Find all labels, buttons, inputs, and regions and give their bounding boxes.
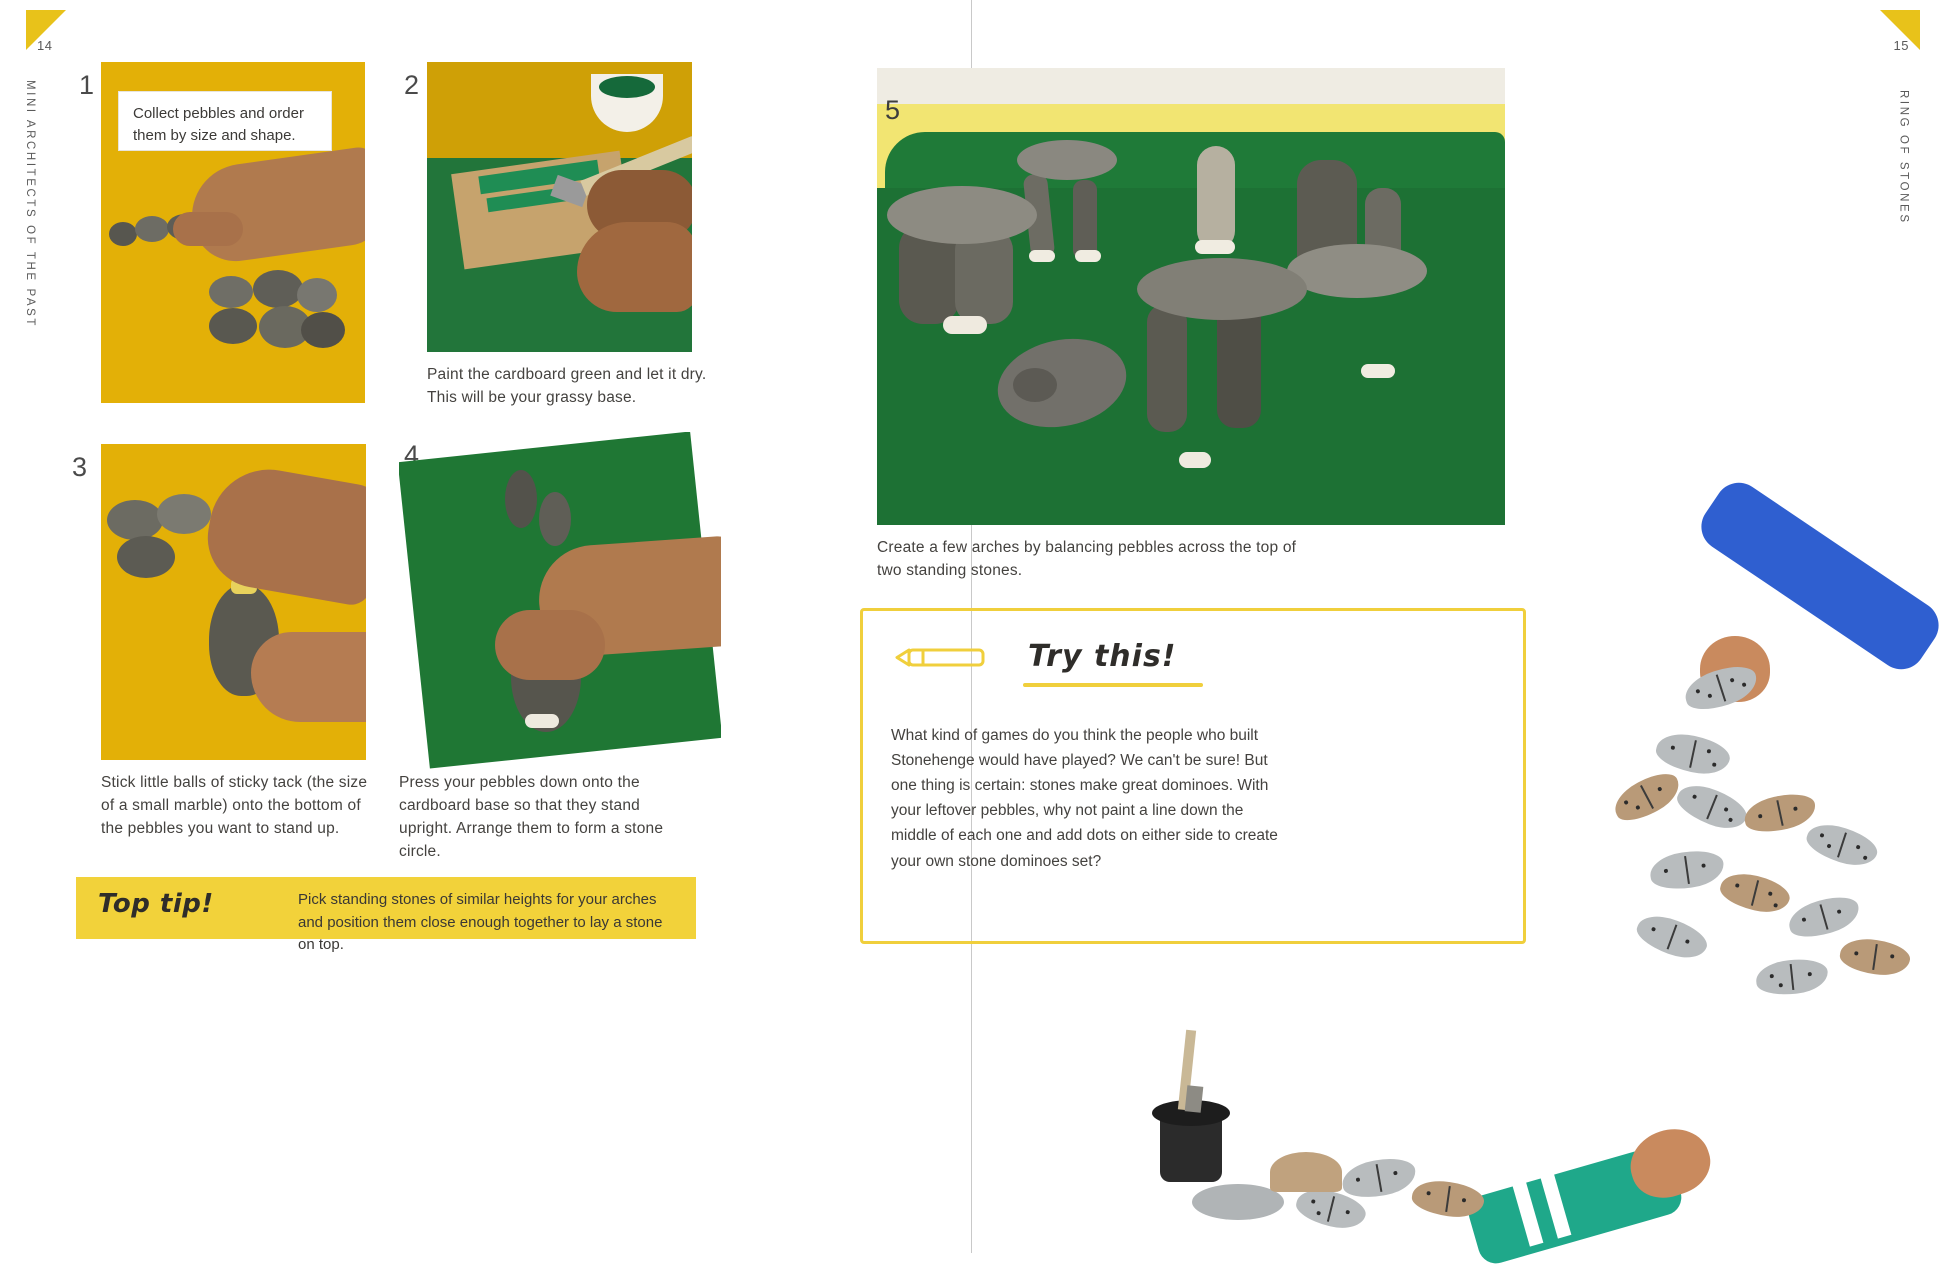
try-this-box (860, 608, 1526, 944)
try-this-underline (1023, 683, 1203, 687)
step-1-photo (101, 62, 365, 403)
top-tip-text: Pick standing stones of similar heights for your arches and position them close enough together to lay a stone on top. (298, 891, 663, 953)
step-3-photo (101, 444, 366, 760)
running-head-left: MINI ARCHITECTS OF THE PAST (24, 80, 36, 329)
try-this-body: What kind of games do you think the people who built Stonehenge would have played? We can't be sure! But one thing is certain: stones make great dominoes. With your leftover pebbles, why not paint a line down the middle of each one and add dots on either side to create your own stone dominoes set? (891, 727, 1278, 870)
step-3-caption: Stick little balls of sticky tack (the size of a small marble) onto the bottom of the pebbles you want to stand up. (101, 774, 368, 837)
step-5-caption: Create a few arches by balancing pebbles across the top of two standing stones. (877, 539, 1297, 579)
step-1-callout: Collect pebbles and order them by size and shape. (118, 91, 332, 151)
step-number-5: 5 (885, 95, 901, 125)
page-number-right: 15 (1893, 38, 1909, 53)
step-number-3: 3 (72, 452, 88, 482)
top-tip-label: Top tip! (98, 889, 214, 919)
top-tip-banner (76, 877, 696, 953)
step-5-photo (877, 68, 1505, 525)
step-2-photo (427, 62, 692, 352)
step-4-photo (399, 432, 721, 770)
step-number-4: 4 (404, 440, 420, 470)
step-4-caption: Press your pebbles down onto the cardboard base so that they stand upright. Arrange them to form a stone circle. (399, 774, 664, 860)
pencil-icon (893, 645, 1003, 671)
page-number-left: 14 (37, 38, 53, 53)
step-number-2: 2 (404, 70, 420, 100)
step-2-caption: Paint the cardboard green and let it dry. This will be your grassy base. (427, 366, 707, 406)
try-this-title: Try this! (1028, 639, 1177, 674)
step-number-1: 1 (79, 70, 95, 100)
running-head-right: RING OF STONES (1898, 90, 1910, 225)
